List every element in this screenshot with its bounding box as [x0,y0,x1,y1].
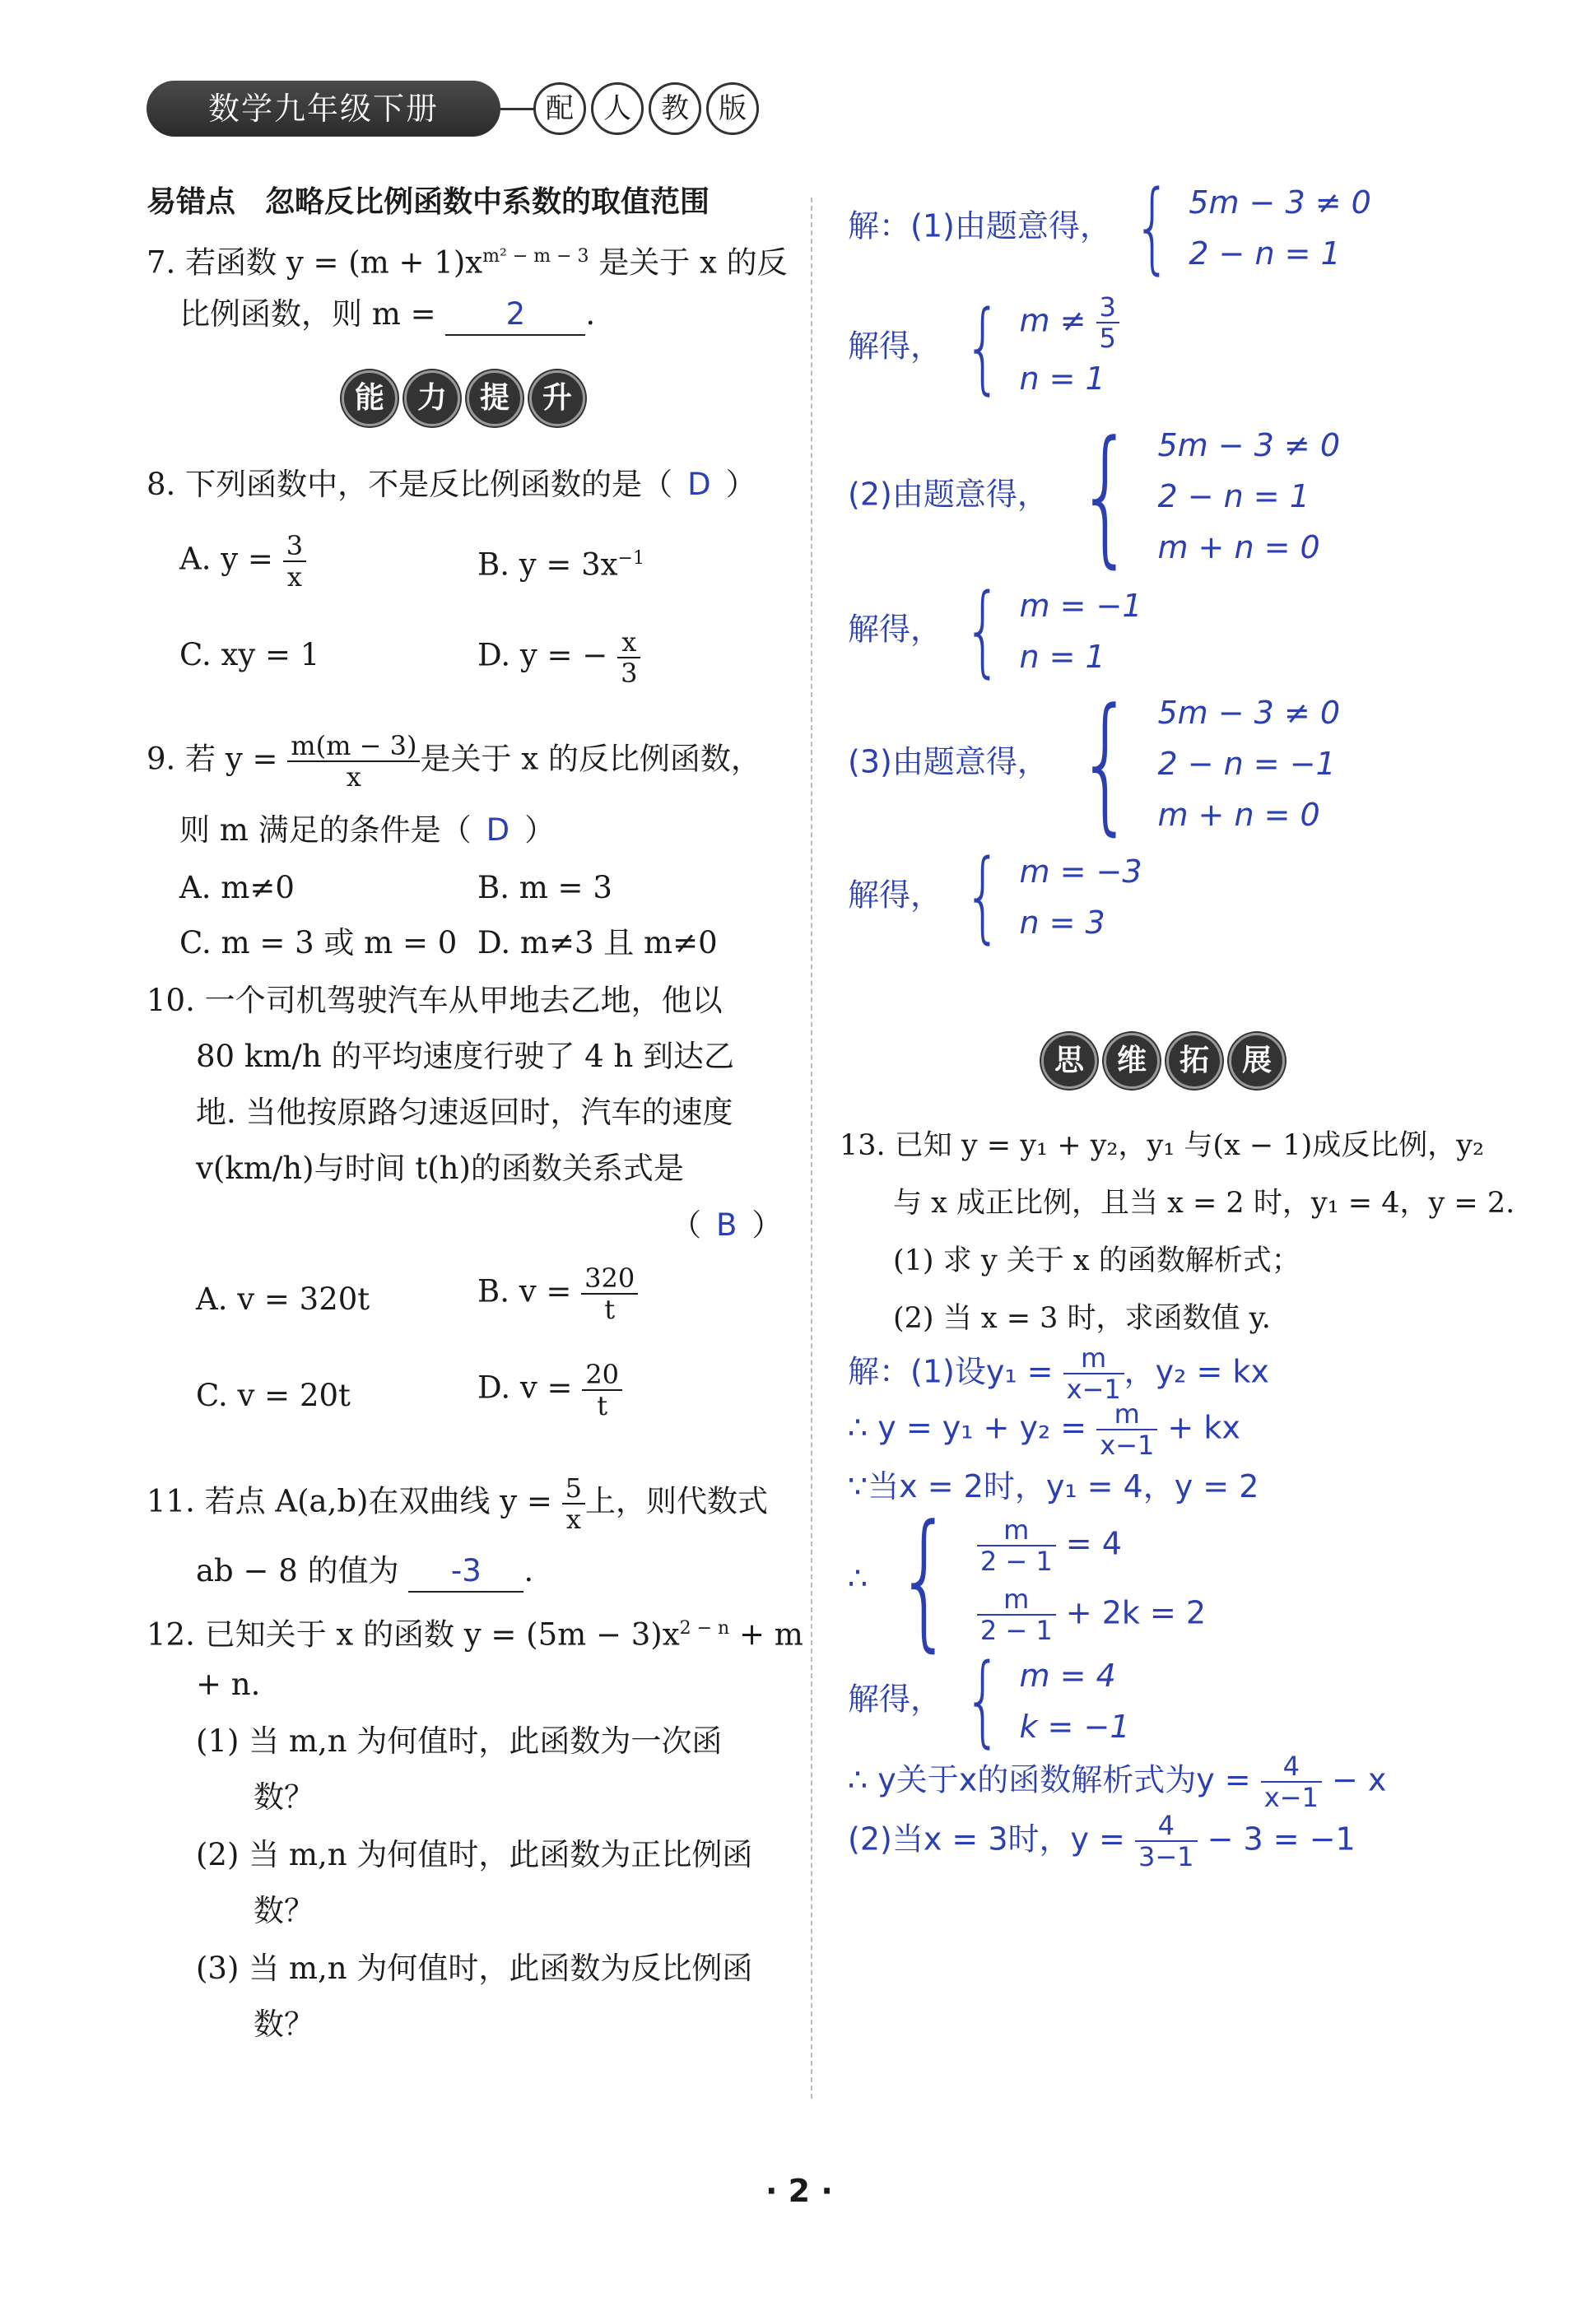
sol-text: (2)当x = 3时，y = [848,1821,1125,1858]
sol-text: ∴ y关于x的函数解析式为y = [848,1761,1251,1798]
q10-line2: 80 km/h 的平均速度行驶了 4 h 到达乙 [196,1039,735,1074]
q10-answer: B [716,1207,738,1243]
banner-char: 展 [1229,1033,1285,1089]
q11-text: 11. 若点 A(a,b)在双曲线 y = [147,1483,552,1519]
banner-char: 力 [404,370,460,426]
header-title: 数学九年级下册 [147,81,500,137]
q10-line1: 10. 一个司机驾驶汽车从甲地去乙地，他以 [147,983,723,1018]
frac-num: 3 [1096,292,1119,323]
q8-close: ） [725,467,756,502]
q7-line1 [147,237,788,282]
eq-line: m = 4 [1019,1658,1116,1694]
q9-option-b: B. m = 3 [477,870,612,905]
eq-line: n = 3 [1019,905,1105,941]
eq-line: m + n = 0 [1157,529,1320,565]
edition-char: 配 [533,82,586,135]
eq-line: 5m − 3 ≠ 0 [1157,695,1340,731]
q7-text-2: 比例函数，则 m = [179,296,436,332]
q10-close: ） [751,1207,783,1243]
q9-stem [147,731,761,792]
q11-text-2: ab − 8 的值为 [196,1553,399,1588]
equation-system [877,1494,1207,1666]
q7-text: 7. 若函数 y = (m + 1)x [147,244,483,281]
frac-den: 3 [621,658,638,689]
q7-text-b: 是关于 x 的反 [589,244,788,281]
q10-answer-slot [671,1206,782,1245]
frac-num: 5 [562,1473,585,1504]
q11-line2: ab − 8 的值为 -3 . [196,1551,533,1593]
banner-char: 思 [1041,1033,1097,1089]
brace: { [964,291,1003,405]
q8-b-exp: −1 [617,548,644,569]
sol12-part1 [848,170,1371,285]
system-lines [1019,580,1142,682]
q9-option-c: C. m = 3 或 m = 0 [179,925,458,960]
q9-text-2: 则 m 满足的条件是（ [179,812,472,848]
sol12-part2-result [848,574,1142,688]
system-lines [1019,1650,1129,1752]
sol13-line6 [848,1811,1356,1872]
frac-den: x [286,561,302,593]
brace: { [1077,410,1134,582]
sol-therefore: ∴ [848,1560,868,1597]
q11-answer: -3 [408,1551,523,1593]
q8-stem [147,465,756,505]
q12-p2a: (2) 当 m,n 为何值时，此函数为正比例函 [196,1837,753,1872]
frac-den: x−1 [1263,1782,1319,1813]
frac-den: 3−1 [1138,1841,1194,1872]
sol13-system [848,1494,1207,1666]
q12-text-b: + m [729,1616,803,1653]
q8-text: 8. 下列函数中，不是反比例函数的是（ [147,467,673,502]
brace: { [964,574,1003,688]
system-lines [977,1515,1206,1645]
brace: { [964,839,1003,954]
sol13-result [848,1644,1130,1758]
frac-den: x [346,761,361,793]
eq-text: + 2k = 2 [1065,1594,1207,1631]
q10-b-frac [581,1263,638,1324]
eq-frac [977,1515,1056,1576]
q9-frac [287,731,420,792]
banner-char: 提 [467,370,523,426]
sol-prefix: 解得， [848,877,942,914]
equation-system [1059,410,1340,582]
system-lines [1019,292,1119,404]
page-number: · 2 · [765,2173,833,2209]
edition-char: 教 [649,82,701,135]
sol13-line5 [848,1751,1386,1812]
q7-answer: 2 [445,295,585,336]
q10-option-d [477,1360,622,1421]
equation-system [952,292,1119,404]
frac-num: m [1063,1343,1124,1374]
eq-line: 2 − n = 1 [1189,235,1341,272]
column-divider [811,198,812,2099]
section-title: 易错点 忽略反比例函数中系数的取值范围 [147,185,710,219]
eq-line: 5m − 3 ≠ 0 [1157,427,1340,463]
sol-prefix: 解得， [848,328,942,365]
header [147,81,747,137]
sol13-line1 [848,1343,1269,1404]
sol-frac [1063,1343,1124,1404]
q8-option-b [477,539,644,584]
sol-frac [1096,1399,1157,1460]
banner-char: 升 [529,370,585,426]
q9-option-d: D. m≠3 且 m≠0 [477,925,718,960]
sol-prefix: 解得， [848,1681,942,1718]
q13-p2: (2) 当 x = 3 时，求函数值 y. [893,1302,1271,1335]
equation-system [952,1644,1130,1758]
q10-option-b [477,1263,638,1324]
q12-p1a: (1) 当 m,n 为何值时，此函数为一次函 [196,1723,723,1759]
sol-prefix: (3)由题意得， [848,743,1049,780]
sol13-line2 [848,1399,1240,1460]
q9-line2 [179,811,555,850]
frac-den: x [565,1504,581,1535]
q10-open: （ [671,1207,701,1243]
frac-num: x [617,627,640,658]
frac-num: 4 [1261,1751,1322,1783]
sol12-part2 [848,410,1340,582]
sol12-part3-result [848,839,1142,954]
brace: { [1077,677,1134,849]
eq-line [977,1515,1206,1576]
q8-b-text: B. y = 3x [477,546,618,583]
eq-line: m = −1 [1019,588,1142,624]
frac-den: 5 [1099,323,1116,354]
sol-text: 解：(1)设y₁ = [848,1353,1054,1390]
q7-exponent: m² − m − 3 [482,246,589,267]
frac-num: 320 [581,1263,638,1295]
q12-exp: 2 − n [679,1618,730,1639]
sol-prefix: 解：(1)由题意得， [848,207,1111,244]
frac-num: 3 [283,531,306,562]
brace: { [896,1494,953,1666]
frac-den: 2 − 1 [979,1615,1053,1646]
frac-den: t [604,1294,616,1325]
sol13-line3: ∵当x = 2时，y₁ = 4，y = 2 [848,1468,1259,1504]
q13-p1: (1) 求 y 关于 x 的函数解析式； [893,1244,1301,1277]
eq-line: 2 − n = −1 [1157,746,1336,782]
system-lines [1189,177,1371,279]
q11-frac [562,1473,585,1534]
eq-line: m + n = 0 [1157,797,1320,833]
eq-frac [977,1584,1056,1645]
q12-line1 [147,1609,803,1654]
frac-num: m [1096,1399,1157,1430]
sol-prefix: (2)由题意得， [848,476,1049,513]
q9-text: 9. 若 y = [147,741,278,777]
system-lines [1019,846,1142,948]
q11-line1 [147,1473,768,1534]
sol-text-b: + kx [1167,1409,1240,1446]
banner-char: 拓 [1166,1033,1222,1089]
q8-d-text: D. y = − [477,637,608,673]
equation-system [952,839,1142,954]
eq-line [977,1584,1206,1645]
frac-den: 2 − 1 [979,1546,1053,1577]
sol-text-b: − 3 = −1 [1207,1821,1356,1858]
q8-option-c: C. xy = 1 [179,637,320,672]
eq-text: = 4 [1065,1525,1122,1562]
frac-num: m(m − 3) [287,731,420,762]
q12-p3b: 数？ [254,2007,314,2042]
q12-p3a: (3) 当 m,n 为何值时，此函数为反比例函 [196,1951,753,1986]
equation-system [1059,677,1340,849]
q8-a-frac [283,531,306,592]
banner-char: 能 [342,370,398,426]
q9-option-a: A. m≠0 [179,870,295,905]
sol-text-b: ，y₂ = kx [1124,1353,1269,1390]
equation-system [1121,170,1371,285]
eq-line: n = 1 [1019,360,1105,397]
sol12-part1-result [848,292,1119,404]
sol-prefix: 解得， [848,611,942,648]
frac-num: 4 [1135,1811,1198,1842]
q10-b-text: B. v = [477,1273,572,1309]
eq-line: k = −1 [1019,1709,1130,1745]
eq-line: 5m − 3 ≠ 0 [1189,184,1371,221]
system-lines [1157,420,1340,573]
eq-line: m = −3 [1019,853,1142,890]
q12-line2: + n. [196,1667,261,1702]
q7-line2: 比例函数，则 m = 2 . [179,295,595,336]
eq-line [1019,292,1119,353]
q8-option-d [477,627,640,688]
q9-text-b: 是关于 x 的反比例函数， [420,741,761,777]
q8-option-a [179,531,306,592]
frac-den: t [597,1390,608,1421]
frac-num: m [977,1584,1056,1616]
banner-thinking [1041,1033,1285,1089]
q12-p1b: 数？ [254,1779,314,1815]
q8-d-frac [617,627,640,688]
sol-text: ∴ y = y₁ + y₂ = [848,1409,1087,1446]
q12-text: 12. 已知关于 x 的函数 y = (5m − 3)x [147,1616,680,1653]
equation-system [952,574,1142,688]
q13-line1: 13. 已知 y = y₁ + y₂，y₁ 与(x − 1)成反比例，y₂ [840,1129,1485,1162]
frac-den: x−1 [1100,1430,1155,1461]
q10-line3: 地. 当他按原路匀速返回时，汽车的速度 [196,1095,733,1130]
q10-d-text: D. v = [477,1370,573,1406]
sol12-part3 [848,677,1340,849]
eq-line: n = 1 [1019,639,1105,675]
edition-char: 人 [591,82,644,135]
q10-d-frac [582,1360,622,1421]
brace: { [1133,170,1172,285]
edition-char: 版 [706,82,759,135]
system-lines [1157,687,1340,840]
q13-line2: 与 x 成正比例，且当 x = 2 时，y₁ = 4，y = 2. [893,1187,1515,1220]
q10-option-a: A. v = 320t [196,1281,370,1317]
q9-answer: D [486,812,510,848]
q12-p2b: 数？ [254,1893,314,1928]
q9-close: ） [524,812,556,848]
q8-answer: D [687,467,711,502]
eq-line: 2 − n = 1 [1157,478,1310,514]
banner-ability [342,370,585,426]
q10-line4: v(km/h)与时间 t(h)的函数关系式是 [196,1151,684,1186]
frac-num: 20 [582,1360,622,1391]
sol-frac [1261,1751,1322,1812]
frac-den: x−1 [1066,1374,1121,1405]
sol-frac [1135,1811,1198,1872]
banner-char: 维 [1104,1033,1160,1089]
q11-text-b: 上，则代数式 [585,1483,769,1519]
q8-a-text: A. y = [179,541,273,577]
edition-badges [533,82,759,135]
eq-frac [1096,292,1119,353]
sol-text-b: − x [1331,1761,1387,1798]
frac-num: m [977,1515,1056,1546]
eq-text: m ≠ [1019,302,1086,339]
q10-option-c: C. v = 20t [196,1378,351,1413]
brace: { [964,1644,1003,1758]
